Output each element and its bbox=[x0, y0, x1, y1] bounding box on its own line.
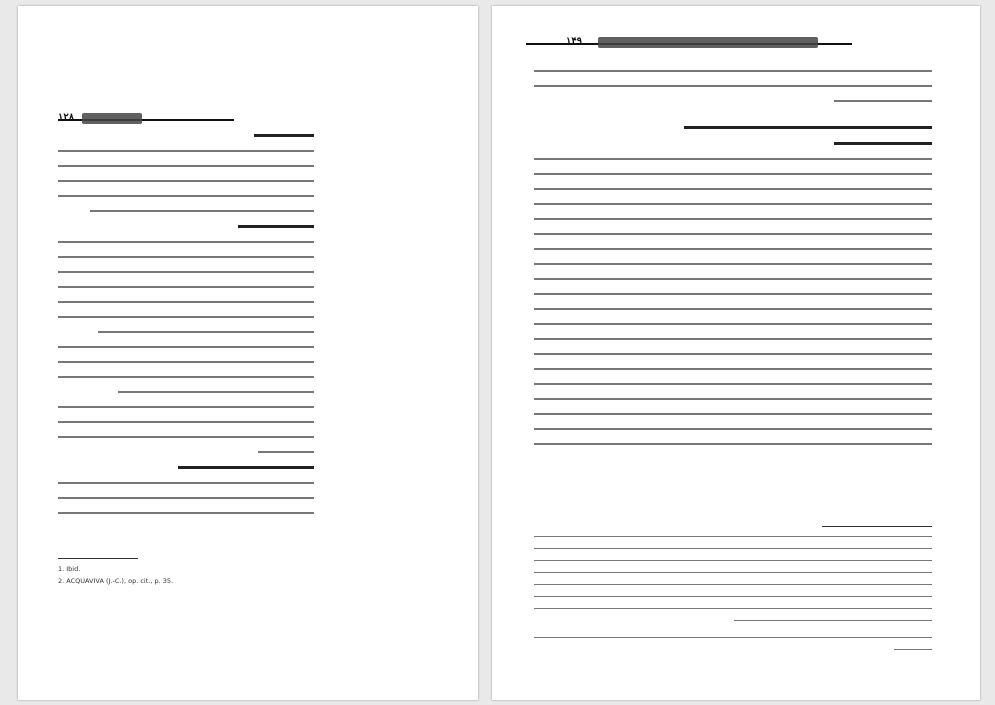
left-footnote-2: 2. ACQUAVIVA (J.-C.), op. cit., p. 35. bbox=[58, 577, 174, 585]
left-footnote-rule bbox=[58, 558, 138, 559]
right-header-title bbox=[598, 37, 818, 48]
left-page bbox=[18, 6, 478, 700]
right-body-text bbox=[534, 70, 932, 445]
left-page-number: ۱۲۸ bbox=[58, 112, 75, 123]
header-rule-gap bbox=[234, 117, 244, 123]
left-running-header bbox=[58, 112, 314, 124]
right-page-number: ۱۴۹ bbox=[566, 36, 583, 47]
right-running-header bbox=[526, 36, 932, 48]
left-footnote-1: 1. Ibid. bbox=[58, 565, 81, 573]
right-footnote-rule bbox=[822, 526, 932, 527]
left-header-title bbox=[82, 113, 142, 124]
left-body-text bbox=[58, 134, 314, 514]
right-footnotes bbox=[534, 536, 932, 650]
right-page bbox=[492, 6, 980, 700]
header-rule-gap bbox=[852, 41, 862, 47]
